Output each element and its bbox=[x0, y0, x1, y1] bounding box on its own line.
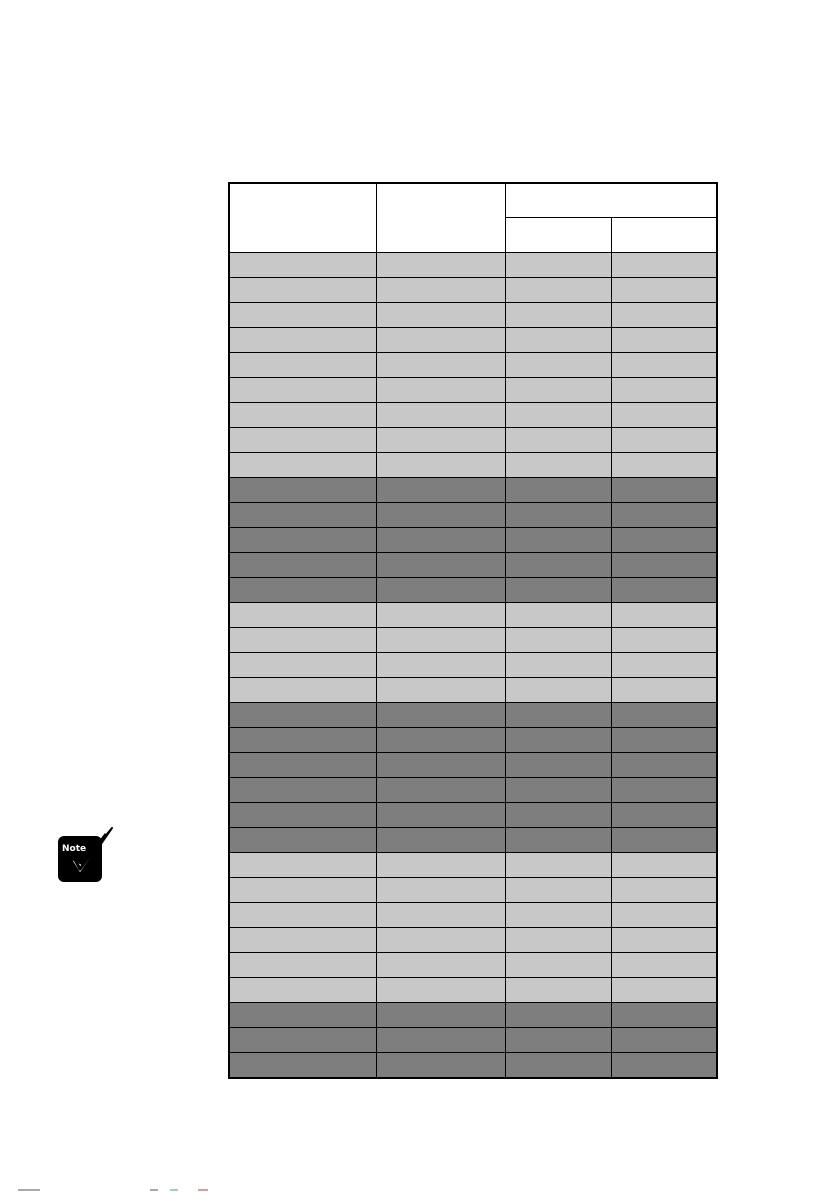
table-cell bbox=[229, 778, 376, 803]
table-cell bbox=[505, 803, 611, 828]
table-row bbox=[229, 878, 717, 903]
table-row bbox=[229, 378, 717, 403]
note-label: Note bbox=[62, 844, 87, 854]
table-cell bbox=[611, 528, 717, 553]
table-row bbox=[229, 953, 717, 978]
table-cell bbox=[611, 603, 717, 628]
table-cell bbox=[376, 578, 505, 603]
table-cell bbox=[229, 853, 376, 878]
table-cell bbox=[505, 778, 611, 803]
table-cell bbox=[505, 553, 611, 578]
table-cell bbox=[376, 678, 505, 703]
table-cell bbox=[505, 328, 611, 353]
table-cell bbox=[229, 478, 376, 503]
table-cell bbox=[505, 678, 611, 703]
table-cell bbox=[376, 503, 505, 528]
compatibility-table bbox=[228, 182, 718, 1079]
table-cell bbox=[611, 353, 717, 378]
table-cell bbox=[505, 478, 611, 503]
table-cell bbox=[376, 628, 505, 653]
table-row bbox=[229, 278, 717, 303]
table-cell bbox=[611, 428, 717, 453]
table-cell bbox=[505, 253, 611, 278]
table-row bbox=[229, 328, 717, 353]
table-cell bbox=[229, 678, 376, 703]
table-row bbox=[229, 678, 717, 703]
table-cell bbox=[505, 303, 611, 328]
table-row bbox=[229, 403, 717, 428]
table-row bbox=[229, 653, 717, 678]
table-row bbox=[229, 528, 717, 553]
table-cell bbox=[505, 1028, 611, 1053]
table-cell bbox=[611, 878, 717, 903]
header-sub-2 bbox=[611, 218, 717, 253]
table-row bbox=[229, 478, 717, 503]
table-cell bbox=[611, 553, 717, 578]
table-cell bbox=[229, 578, 376, 603]
table-cell bbox=[505, 978, 611, 1003]
note-checkmark-icon bbox=[56, 826, 114, 884]
table-header bbox=[229, 183, 717, 253]
table-cell bbox=[376, 828, 505, 853]
table-cell bbox=[611, 478, 717, 503]
table-row bbox=[229, 703, 717, 728]
table-cell bbox=[229, 878, 376, 903]
table-cell bbox=[505, 503, 611, 528]
table-cell bbox=[376, 353, 505, 378]
table-cell bbox=[611, 628, 717, 653]
table-cell bbox=[611, 328, 717, 353]
table-cell bbox=[376, 803, 505, 828]
table-row bbox=[229, 803, 717, 828]
table-cell bbox=[611, 803, 717, 828]
table-cell bbox=[611, 903, 717, 928]
table-cell bbox=[611, 953, 717, 978]
table-cell bbox=[611, 453, 717, 478]
table-cell bbox=[376, 853, 505, 878]
table-cell bbox=[376, 528, 505, 553]
table-cell bbox=[229, 378, 376, 403]
table-row bbox=[229, 628, 717, 653]
table-cell bbox=[505, 728, 611, 753]
table-cell bbox=[505, 628, 611, 653]
table-cell bbox=[611, 503, 717, 528]
table-row bbox=[229, 553, 717, 578]
header-group bbox=[505, 183, 717, 218]
table-cell bbox=[376, 478, 505, 503]
table-row bbox=[229, 353, 717, 378]
table-row bbox=[229, 903, 717, 928]
table-cell bbox=[229, 278, 376, 303]
header-col-2 bbox=[376, 183, 505, 253]
table-cell bbox=[611, 853, 717, 878]
table-cell bbox=[505, 928, 611, 953]
table-cell bbox=[376, 653, 505, 678]
table-cell bbox=[376, 403, 505, 428]
table-row bbox=[229, 603, 717, 628]
table-cell bbox=[505, 603, 611, 628]
table-cell bbox=[505, 953, 611, 978]
table-cell bbox=[611, 678, 717, 703]
table-row bbox=[229, 1003, 717, 1028]
table-cell bbox=[505, 528, 611, 553]
table-cell bbox=[505, 903, 611, 928]
table-cell bbox=[611, 253, 717, 278]
table-cell bbox=[611, 403, 717, 428]
table-cell bbox=[505, 703, 611, 728]
table-row bbox=[229, 1053, 717, 1079]
table-cell bbox=[611, 728, 717, 753]
table-cell bbox=[611, 703, 717, 728]
table-cell bbox=[505, 403, 611, 428]
table-cell bbox=[611, 378, 717, 403]
table-cell bbox=[229, 728, 376, 753]
table-cell bbox=[611, 778, 717, 803]
table-cell bbox=[611, 1003, 717, 1028]
table-cell bbox=[611, 578, 717, 603]
table-cell bbox=[376, 903, 505, 928]
table-cell bbox=[229, 453, 376, 478]
table-cell bbox=[376, 1003, 505, 1028]
table-cell bbox=[229, 928, 376, 953]
table-cell bbox=[376, 328, 505, 353]
table-cell bbox=[229, 1003, 376, 1028]
table-cell bbox=[229, 803, 376, 828]
table-cell bbox=[229, 903, 376, 928]
table-row bbox=[229, 728, 717, 753]
table-cell bbox=[611, 928, 717, 953]
table-cell bbox=[376, 278, 505, 303]
table-cell bbox=[505, 428, 611, 453]
table-cell bbox=[229, 553, 376, 578]
table-cell bbox=[229, 978, 376, 1003]
table-cell bbox=[376, 303, 505, 328]
table-cell bbox=[505, 653, 611, 678]
table-cell bbox=[229, 753, 376, 778]
table-cell bbox=[505, 853, 611, 878]
table-cell bbox=[229, 503, 376, 528]
table-cell bbox=[229, 1028, 376, 1053]
table-cell bbox=[229, 653, 376, 678]
table-cell bbox=[376, 953, 505, 978]
table-cell bbox=[376, 878, 505, 903]
table-row bbox=[229, 928, 717, 953]
table-row bbox=[229, 253, 717, 278]
table-cell bbox=[505, 453, 611, 478]
table-cell bbox=[611, 1053, 717, 1079]
table-cell bbox=[376, 703, 505, 728]
table-cell bbox=[229, 303, 376, 328]
table-cell bbox=[376, 253, 505, 278]
table-cell bbox=[376, 378, 505, 403]
table-cell bbox=[505, 878, 611, 903]
table-cell bbox=[229, 828, 376, 853]
table-cell bbox=[376, 553, 505, 578]
table-cell bbox=[376, 603, 505, 628]
table-body bbox=[229, 253, 717, 1079]
table-cell bbox=[505, 828, 611, 853]
table-row bbox=[229, 1028, 717, 1053]
table-row bbox=[229, 503, 717, 528]
table-cell bbox=[229, 428, 376, 453]
table-cell bbox=[229, 328, 376, 353]
table-row bbox=[229, 753, 717, 778]
table-cell bbox=[229, 953, 376, 978]
table-row bbox=[229, 453, 717, 478]
table-cell bbox=[376, 928, 505, 953]
table-cell bbox=[229, 403, 376, 428]
table-cell bbox=[505, 1053, 611, 1079]
table-cell bbox=[505, 378, 611, 403]
table-cell bbox=[611, 753, 717, 778]
header-col-1 bbox=[229, 183, 376, 253]
table-cell bbox=[229, 253, 376, 278]
table-cell bbox=[505, 753, 611, 778]
table-cell bbox=[229, 603, 376, 628]
table-cell bbox=[376, 1028, 505, 1053]
table-cell bbox=[229, 703, 376, 728]
header-sub-1 bbox=[505, 218, 611, 253]
table-row bbox=[229, 578, 717, 603]
table-cell bbox=[611, 278, 717, 303]
table-row bbox=[229, 778, 717, 803]
table-cell bbox=[376, 778, 505, 803]
table-cell bbox=[611, 653, 717, 678]
table-cell bbox=[505, 1003, 611, 1028]
table-row bbox=[229, 303, 717, 328]
table-cell bbox=[229, 353, 376, 378]
table-row bbox=[229, 853, 717, 878]
table-cell bbox=[229, 628, 376, 653]
table-cell bbox=[376, 753, 505, 778]
table-cell bbox=[505, 278, 611, 303]
table-cell bbox=[505, 578, 611, 603]
table-cell bbox=[611, 1028, 717, 1053]
table-row bbox=[229, 428, 717, 453]
table-cell bbox=[376, 728, 505, 753]
footer-print-marks bbox=[0, 1186, 840, 1192]
table-cell bbox=[611, 978, 717, 1003]
table-row bbox=[229, 828, 717, 853]
table-cell bbox=[505, 353, 611, 378]
table-cell bbox=[229, 1053, 376, 1079]
table-cell bbox=[376, 428, 505, 453]
table-cell bbox=[611, 828, 717, 853]
table-cell bbox=[376, 453, 505, 478]
table-row bbox=[229, 978, 717, 1003]
table-cell bbox=[376, 978, 505, 1003]
table-cell bbox=[229, 528, 376, 553]
table-cell bbox=[611, 303, 717, 328]
table-cell bbox=[376, 1053, 505, 1079]
